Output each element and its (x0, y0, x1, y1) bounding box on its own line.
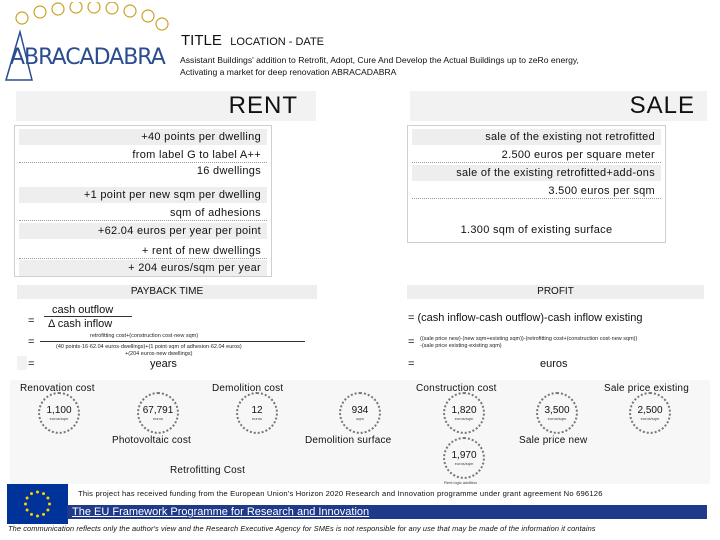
project-subtitle (180, 54, 680, 78)
location-date: LOCATION - DATE (230, 36, 325, 48)
sale-row-existing: sale of the existing not retrofitted (412, 129, 661, 145)
disclaimer: The communication reflects only the author's view and the Research Executive Agency for SMEs is not responsible for any use that may be made of the information it contains (8, 524, 596, 533)
rent-heading: RENT (16, 91, 316, 121)
sale-price-existing-indicator (629, 392, 671, 434)
sale-price-existing-label: Sale price existing (604, 383, 689, 394)
retrofit-value-caption: Rent logic addition (444, 480, 477, 485)
profit-eq-2: = (408, 336, 415, 348)
retrofit-value-indicator (443, 437, 485, 479)
sale-row-price-retrofitted: 3.500 euros per sqm (412, 183, 661, 199)
funding-notice: This project has received funding from the European Union's Horizon 2020 Research and Innovation programme under grant agreement No 696126 (78, 489, 603, 498)
sale-row-price-existing: 2.500 euros per square meter (412, 147, 661, 163)
renovation-cost-indicator (38, 392, 80, 434)
payback-result: years (150, 358, 177, 370)
rent-row-dwellings: 16 dwellings (196, 165, 261, 177)
profit-formula: = (cash inflow-cash outflow)-cash inflow existing (408, 312, 643, 324)
retrofit-value-unit: euros/sqm (454, 461, 474, 466)
construction-cost-indicator (443, 392, 485, 434)
rent-row-adhesions: sqm of adhesions (19, 205, 267, 221)
demolition-cost-value: 67,791 (142, 405, 174, 416)
photovoltaic-cost-value: 12 (251, 405, 263, 416)
eu-flag-icon (7, 484, 68, 524)
rent-row-point-per-sqm: +1 point per new sqm per dwelling (19, 187, 267, 203)
construction-cost-label: Construction cost (416, 383, 497, 394)
title-text: TITLE (181, 32, 222, 49)
payback-detail-bottom-2: +(204 euros·new dwellings) (125, 351, 193, 357)
framework-link[interactable]: The EU Framework Programme for Research and Innovation (72, 506, 370, 518)
rent-panel (14, 125, 272, 277)
photovoltaic-cost-unit: euros (251, 416, 262, 421)
sale-price-new-indicator (536, 392, 578, 434)
subtitle-line-1: Assistant Buildings' addition to Retrofit, Adopt, Cure And Develop the Actual Buildings up to zeRo energy, (180, 55, 579, 65)
payback-fraction-line (44, 316, 132, 317)
payback-eq-3: = (28, 358, 35, 370)
demolition-surface-label: Demolition surface (305, 435, 392, 446)
payback-denominator: Δ cash inflow (48, 318, 113, 330)
retrofit-value: 1,970 (451, 450, 477, 461)
sale-row-retrofitted: sale of the existing retrofitted+add-ons (412, 165, 661, 181)
demolition-surface-value: 934 (351, 405, 369, 416)
rent-row-euros-per-point: +62.04 euros per year per point (19, 223, 267, 239)
payback-numerator: cash outflow (52, 304, 114, 316)
renovation-cost-value: 1,100 (46, 405, 72, 416)
payback-strip (17, 356, 27, 370)
profit-detail-1: ((sale price new)·(new sqm+existing sqm))-(retrofitting cost+(construction cost·new sqm)) (420, 336, 638, 342)
payback-eq-1: = (28, 315, 35, 327)
demolition-cost-indicator (137, 392, 179, 434)
rent-row-new-dwellings: + rent of new dwellings (19, 243, 267, 259)
payback-detail-top: retrofitting cost+(construction cost·new sqm) (90, 333, 199, 339)
profit-heading: PROFIT (407, 285, 704, 299)
rent-row-euros-sqm: + 204 euros/sqm per year (19, 260, 267, 276)
sale-panel (407, 125, 666, 243)
construction-cost-value: 1,820 (451, 405, 477, 416)
payback-detail-line (40, 341, 305, 342)
demolition-cost-unit: euros (152, 416, 163, 421)
construction-cost-unit: euros/sqm (454, 416, 474, 421)
renovation-cost-unit: euros/sqm (49, 416, 69, 421)
rent-row-label: from label G to label A++ (19, 147, 267, 163)
sale-price-new-value: 3,500 (544, 405, 570, 416)
sale-price-new-label: Sale price new (519, 435, 588, 446)
payback-eq-2: = (28, 336, 35, 348)
demolition-cost-label: Demolition cost (212, 383, 284, 394)
demolition-surface-unit: sqm (356, 416, 364, 421)
profit-eq-3: = (408, 358, 415, 370)
sale-heading: SALE (410, 91, 707, 121)
renovation-cost-label: Renovation cost (20, 383, 95, 394)
profit-result: euros (540, 358, 568, 370)
payback-heading: PAYBACK TIME (17, 285, 317, 299)
retrofitting-cost-label: Retrofitting Cost (170, 465, 246, 476)
sale-price-new-unit: euros/sqm (547, 416, 567, 421)
photovoltaic-cost-indicator (236, 392, 278, 434)
abracadabra-logo (2, 2, 174, 88)
sale-price-existing-value: 2,500 (637, 405, 663, 416)
profit-detail-2: -(sale price existing·existing sqm) (420, 343, 502, 349)
demolition-surface-indicator (339, 392, 381, 434)
slide-title (181, 32, 324, 50)
rent-row-points: +40 points per dwelling (19, 129, 267, 145)
logo-lettering: ABRACADABRA (10, 45, 165, 70)
subtitle-line-2: Activating a market for deep renovation ABRACADABRA (180, 67, 397, 77)
payback-detail-bottom-1: (40 points·16·62.04 euros·dwellings)+(1 point·sqm of adhesion·62.04 euros) (56, 344, 242, 350)
photovoltaic-cost-label: Photovoltaic cost (112, 435, 191, 446)
sale-row-surface: 1.300 sqm of existing surface (460, 224, 613, 236)
sale-price-existing-unit: euros/sqm (640, 416, 660, 421)
